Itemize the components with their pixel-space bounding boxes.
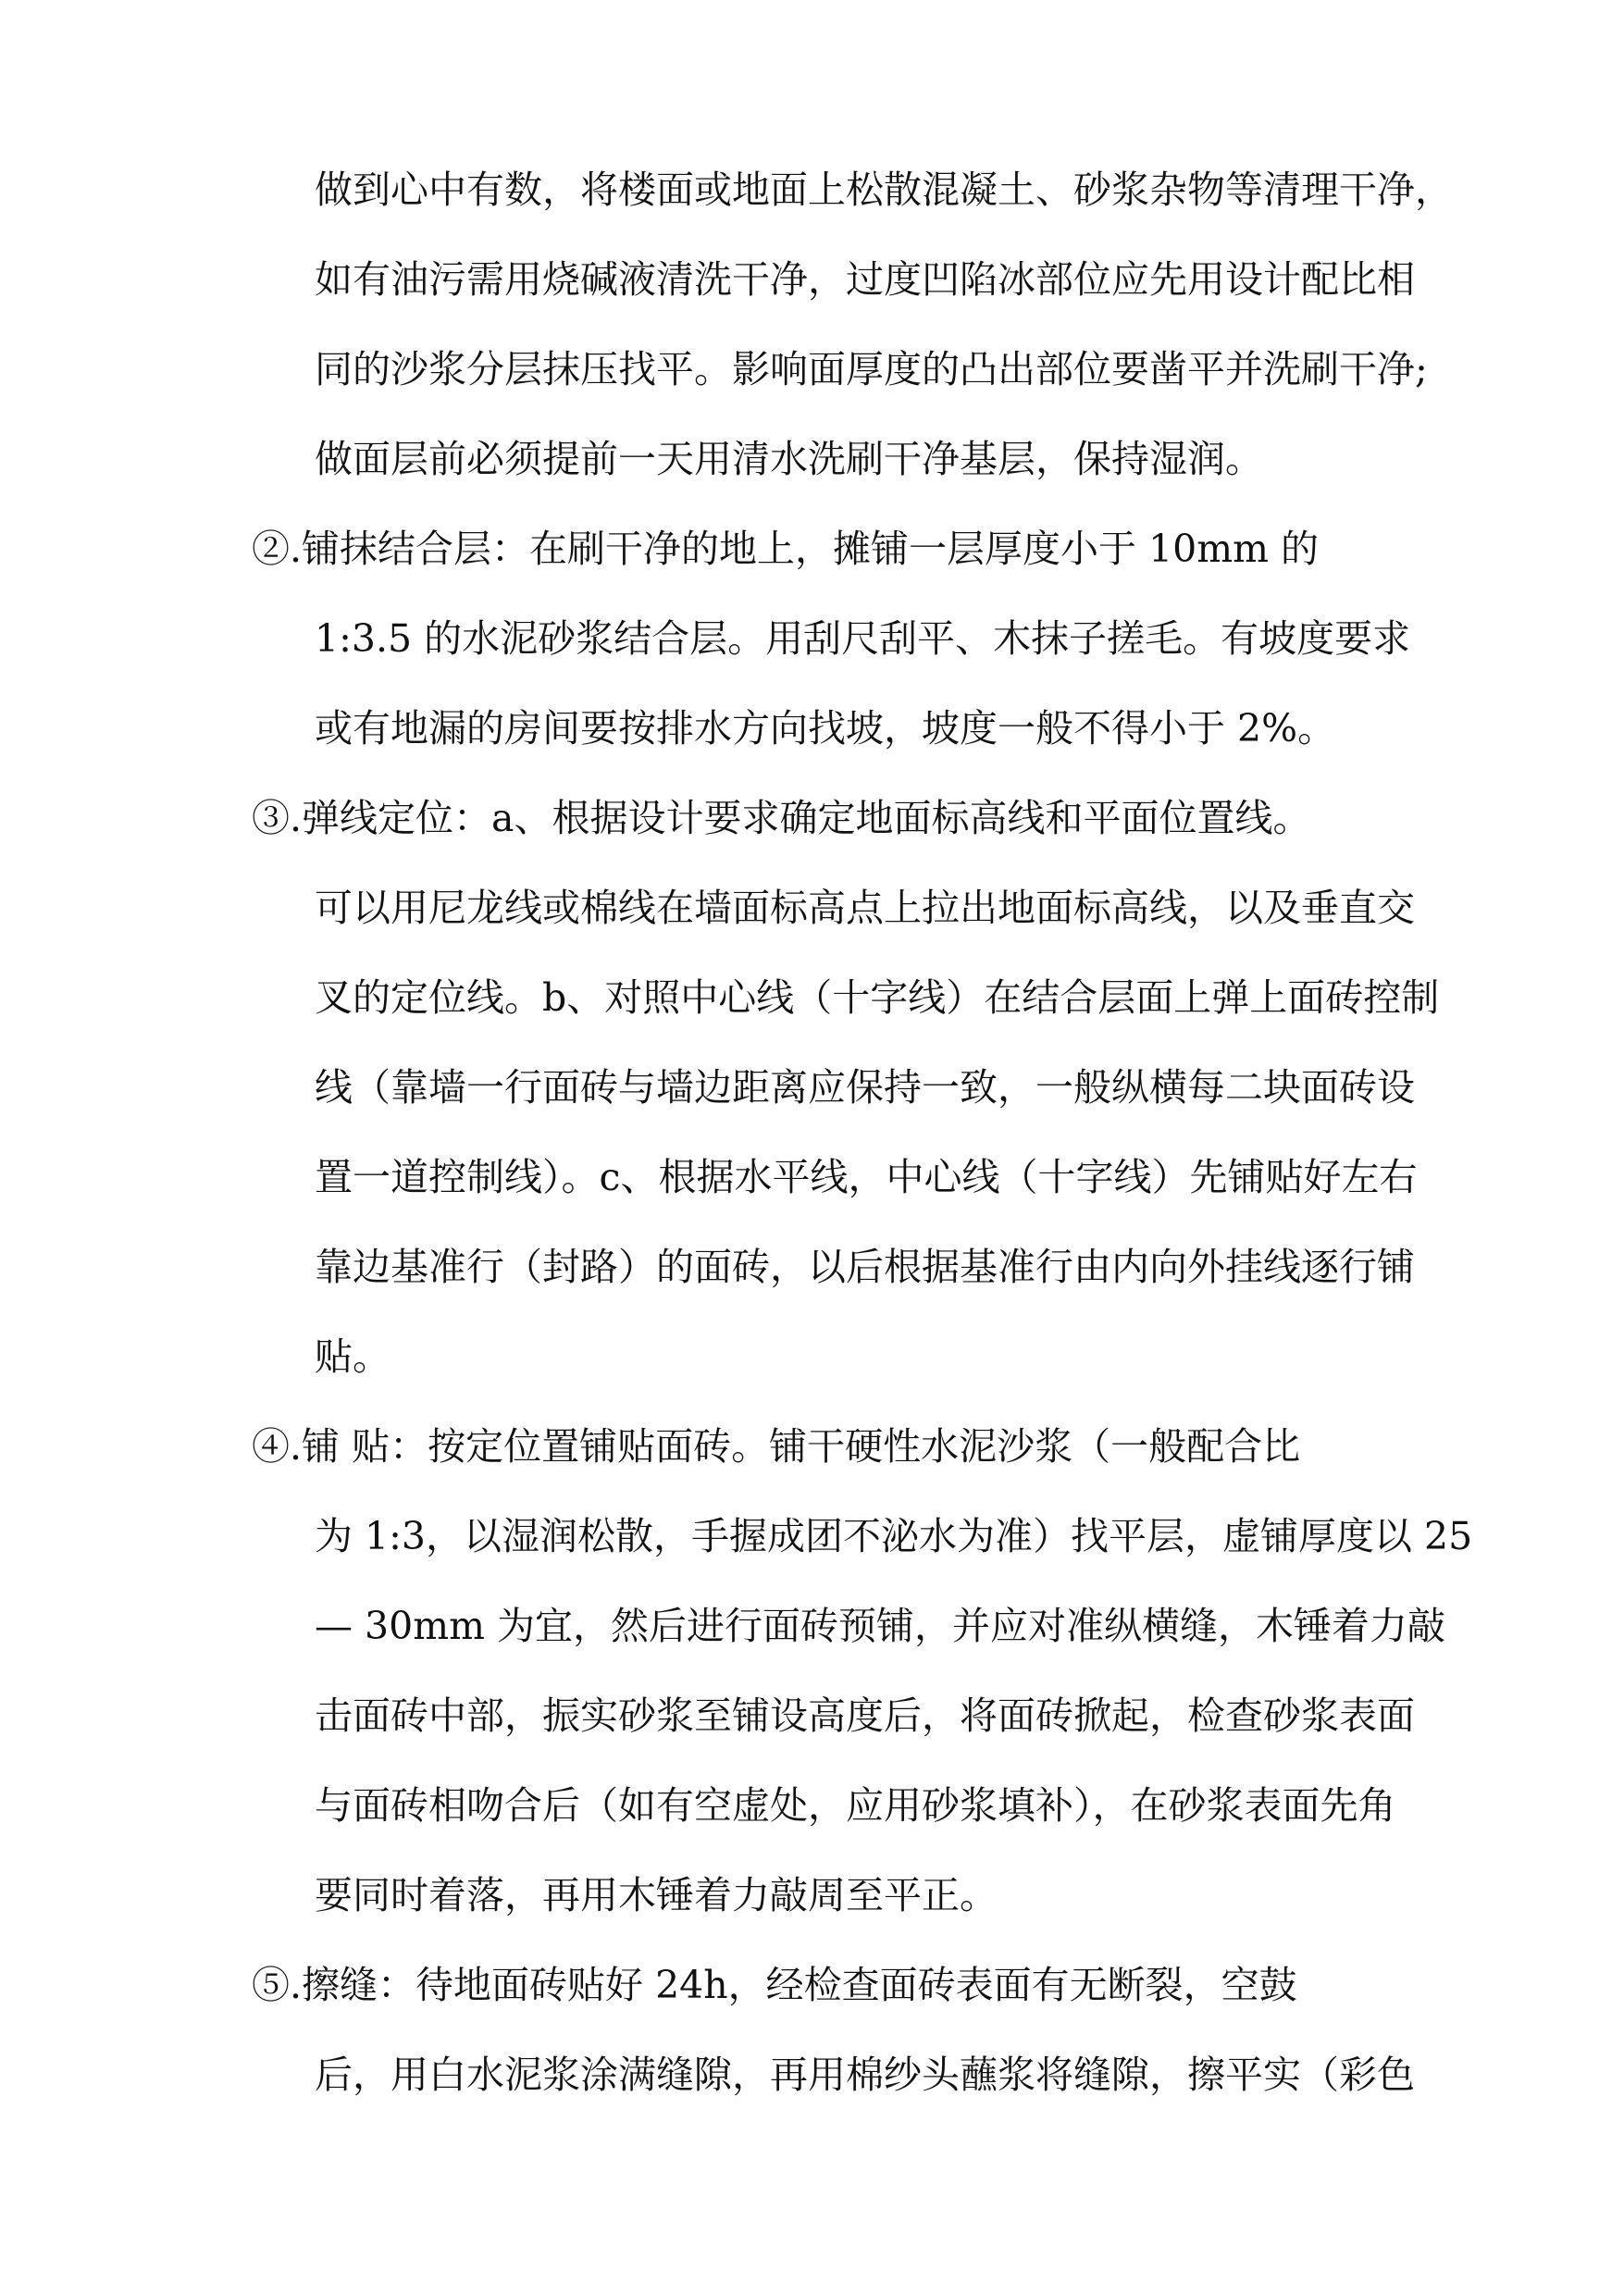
text-line: 做面层前必须提前一天用清水洗刷干净基层，保持湿润。 — [315, 437, 1263, 481]
text-line: — 30mm 为宜，然后进行面砖预铺，并应对准纵横缝，木锤着力敲 — [315, 1604, 1445, 1648]
text-line: 同的沙浆分层抹压找平。影响面厚度的凸出部位要凿平并洗刷干净; — [315, 347, 1428, 391]
step-heading: ②.铺抹结合层：在刷干净的地上，摊铺一层厚度小于 10mm 的 — [252, 527, 1320, 571]
text-line: 或有地漏的房间要按排水方向找坡，坡度一般不得小于 2%。 — [315, 706, 1336, 751]
text-line: 叉的定位线。b、对照中心线（十字线）在结合层面上弹上面砖控制 — [315, 975, 1440, 1020]
text-line: 贴。 — [315, 1334, 391, 1379]
step-heading: ③.弹线定位：a、根据设计要求确定地面标高线和平面位置线。 — [252, 796, 1311, 840]
text-line: 后，用白水泥浆涂满缝隙，再用棉纱头蘸浆将缝隙，擦平实（彩色 — [315, 2053, 1415, 2097]
text-line: 置一道控制线）。c、根据水平线，中心线（十字线）先铺贴好左右 — [315, 1155, 1418, 1199]
text-line: 要同时着落，再用木锤着力敲周至平正。 — [315, 1873, 998, 1917]
text-line: 如有油污需用烧碱液清洗干净，过度凹陷冰部位应先用设计配比相 — [315, 257, 1415, 302]
text-line: 与面砖相吻合后（如有空虚处，应用砂浆填补），在砂浆表面先角 — [315, 1783, 1396, 1828]
text-line: 靠边基准行（封路）的面砖，以后根据基准行由内向外挂线逐行铺 — [315, 1245, 1415, 1289]
step-heading: ④.铺 贴：按定位置铺贴面砖。铺干硬性水泥沙浆（一般配合比 — [252, 1424, 1301, 1469]
text-line: 1:3.5 的水泥砂浆结合层。用刮尺刮平、木抹子搓毛。有坡度要求 — [315, 616, 1411, 661]
text-line: 可以用尼龙线或棉线在墙面标高点上拉出地面标高线，以及垂直交 — [315, 886, 1415, 930]
text-line: 为 1:3，以湿润松散，手握成团不泌水为准）找平层，虚铺厚度以 25 — [315, 1514, 1473, 1558]
text-line: 做到心中有数，将楼面或地面上松散混凝土、砂浆杂物等清理干净， — [315, 167, 1453, 212]
text-line: 击面砖中部，振实砂浆至铺设高度后，将面砖掀起，检查砂浆表面 — [315, 1693, 1415, 1738]
text-line: 线（靠墙一行面砖与墙边距离应保持一致，一般纵横每二块面砖设 — [315, 1065, 1415, 1110]
step-heading: ⑤.擦缝：待地面砖贴好 24h，经检查面砖表面有无断裂，空鼓 — [252, 1963, 1297, 2007]
